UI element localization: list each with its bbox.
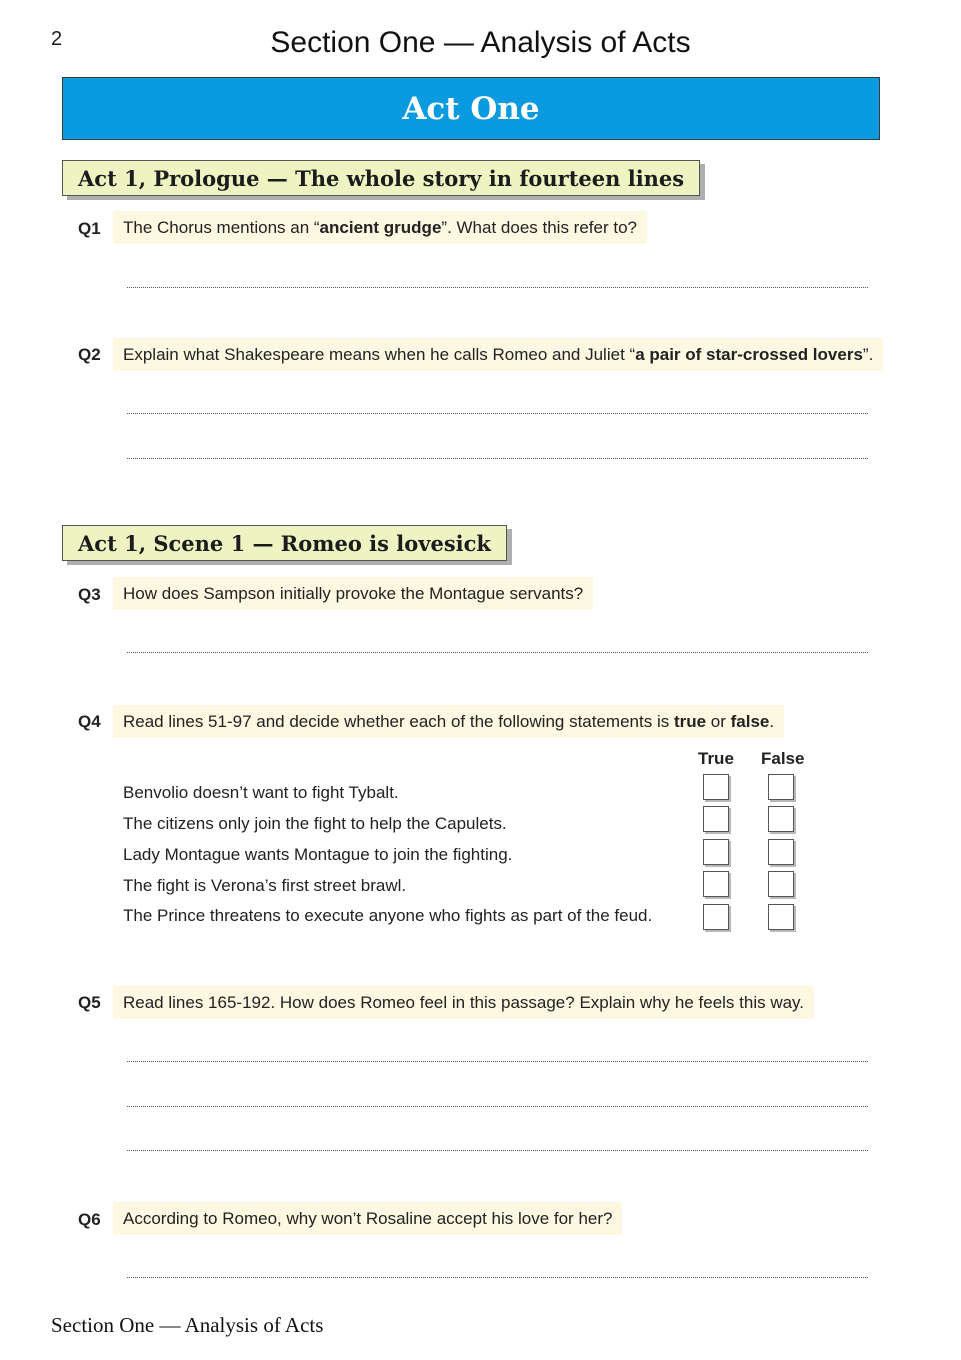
question-keyword: a pair of star-crossed lovers: [635, 345, 863, 364]
answer-line[interactable]: [127, 1277, 868, 1278]
answer-line[interactable]: [127, 1150, 868, 1151]
statement-4: The fight is Verona’s first street brawl.: [123, 876, 407, 895]
false-checkbox-1[interactable]: [768, 774, 794, 800]
question-keyword: false: [730, 712, 770, 731]
answer-line[interactable]: [127, 458, 868, 459]
answer-line[interactable]: [127, 413, 868, 414]
answer-line[interactable]: [127, 1106, 868, 1107]
question-number: Q6: [78, 1210, 101, 1229]
statement-5: The Prince threatens to execute anyone who fights as part of the feud.: [123, 906, 653, 925]
question-text-q4: Read lines 51-97 and decide whether each of the following statements is true or false.: [113, 705, 784, 738]
true-checkbox-2[interactable]: [703, 806, 729, 832]
question-number: Q2: [78, 345, 101, 364]
false-checkbox-2[interactable]: [768, 806, 794, 832]
footer-text: Section One — Analysis of Acts: [51, 1313, 324, 1337]
act-banner: [62, 77, 880, 140]
answer-line[interactable]: [127, 652, 868, 653]
question-text-q2: Explain what Shakespeare means when he calls Romeo and Juliet “a pair of star-crossed lovers”.: [113, 338, 883, 371]
question-keyword: true: [673, 712, 707, 731]
question-text-q1: The Chorus mentions an “ancient grudge”. What does this refer to?: [113, 211, 647, 244]
question-keyword: ancient grudge: [319, 218, 442, 237]
statement-1: Benvolio doesn’t want to fight Tybalt.: [123, 783, 399, 802]
answer-line[interactable]: [127, 287, 868, 288]
false-checkbox-4[interactable]: [768, 871, 794, 897]
question-text-q6: According to Romeo, why won’t Rosaline accept his love for her?: [113, 1202, 622, 1235]
statement-2: The citizens only join the fight to help the Capulets.: [123, 814, 507, 833]
question-number: Q4: [78, 712, 101, 731]
false-checkbox-5[interactable]: [768, 904, 794, 930]
question-text-q5: Read lines 165-192. How does Romeo feel in this passage? Explain why he feels this way.: [113, 986, 814, 1019]
section-heading-prologue: Act 1, Prologue — The whole story in fourteen lines: [62, 160, 700, 196]
true-checkbox-1[interactable]: [703, 774, 729, 800]
question-number: Q3: [78, 585, 101, 604]
page-number: 2: [51, 28, 63, 50]
question-number: Q5: [78, 993, 101, 1012]
question-text-q3: How does Sampson initially provoke the Montague servants?: [113, 577, 593, 610]
true-checkbox-4[interactable]: [703, 871, 729, 897]
act-title: Act One: [402, 90, 540, 127]
false-column-header: False: [761, 749, 805, 768]
question-number: Q1: [78, 219, 101, 238]
false-checkbox-3[interactable]: [768, 839, 794, 865]
true-checkbox-3[interactable]: [703, 839, 729, 865]
answer-line[interactable]: [127, 1061, 868, 1062]
true-checkbox-5[interactable]: [703, 904, 729, 930]
statement-3: Lady Montague wants Montague to join the fighting.: [123, 845, 513, 864]
section-heading-scene-1: Act 1, Scene 1 — Romeo is lovesick: [62, 525, 507, 561]
header-title: Section One — Analysis of Acts: [270, 26, 691, 59]
true-column-header: True: [698, 749, 734, 768]
